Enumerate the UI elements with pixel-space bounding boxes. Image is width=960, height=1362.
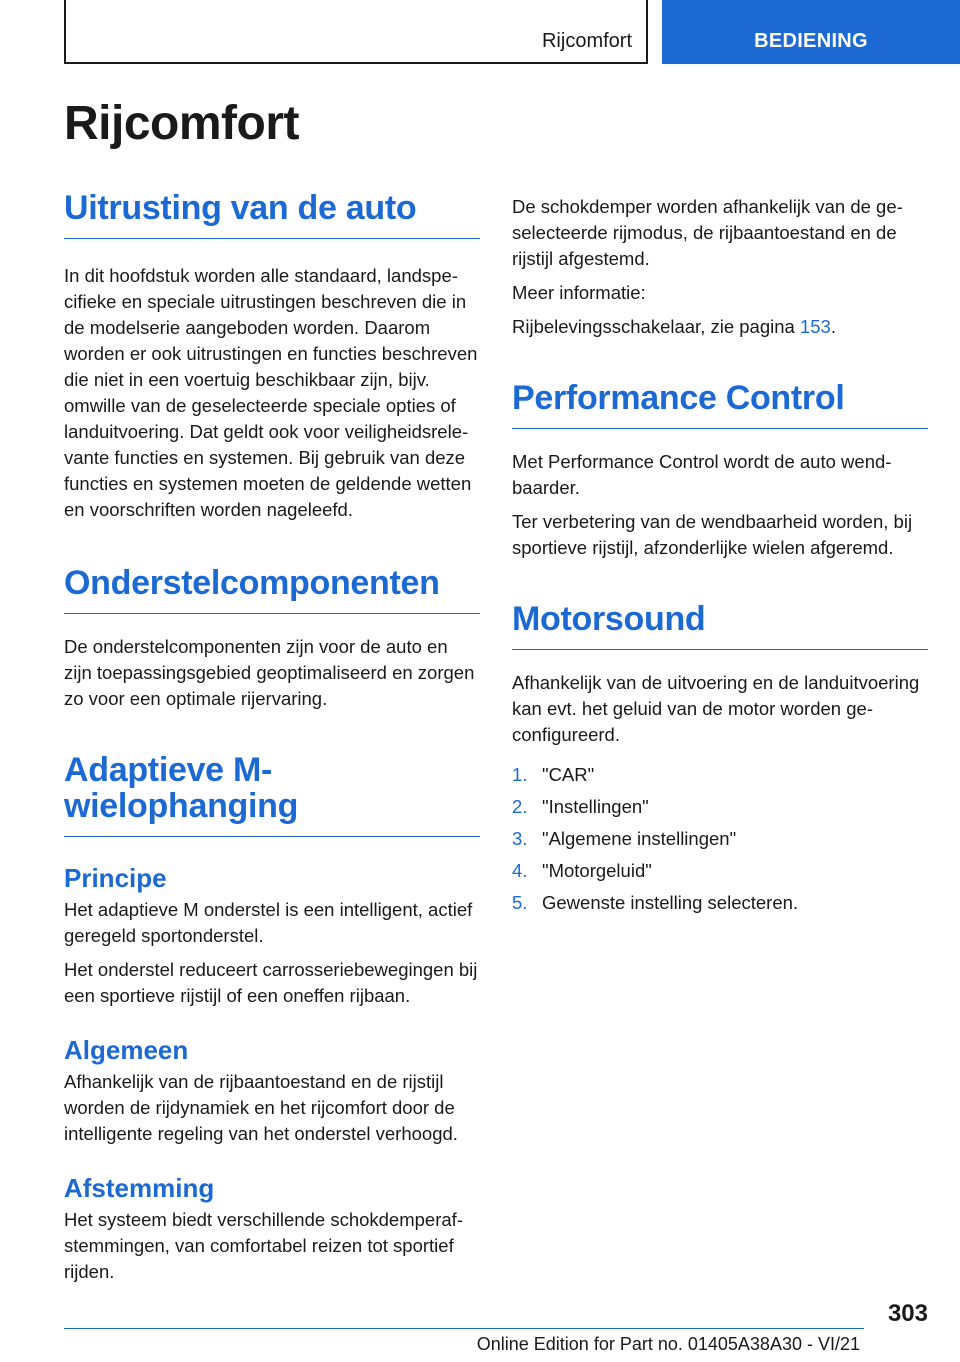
list-item bbox=[512, 890, 928, 916]
list-item bbox=[512, 794, 928, 820]
step-number: 5. bbox=[512, 892, 528, 913]
step-text: Gewenste instelling selecteren. bbox=[542, 892, 799, 913]
page-link-153[interactable]: 153 bbox=[799, 316, 831, 337]
step-text: "CAR" bbox=[542, 764, 595, 785]
right-column bbox=[512, 190, 928, 922]
steps-list bbox=[512, 762, 928, 916]
section-heading-adaptieve: Adaptieve M-wielophanging bbox=[64, 751, 299, 825]
paragraph-uitrusting: In dit hoofdstuk worden alle standaard, landspecifieke en speciale uitrustingen beschreven die in de modelserie aangeboden worden. Daarom worden er ook uitrustingen en functies beschreven die niet in een voertuig beschikbaar zijn, bijv. omwille van de geselecteerde speciale opties of landuitvoering. Dat geldt ook voor veiligheidsrelevante functies en systemen. Bij gebruik van deze functies en systemen moeten de geldende wetten en voorschriften worden nageleefd. bbox=[64, 265, 478, 520]
list-item bbox=[512, 858, 928, 884]
subheading-afstemming: Afstemming bbox=[64, 1173, 215, 1203]
step-number: 4. bbox=[512, 860, 528, 881]
step-text: "Motorgeluid" bbox=[542, 860, 652, 881]
reference-end: . bbox=[830, 316, 836, 337]
step-text: "Algemene instellingen" bbox=[542, 828, 737, 849]
header-chapter-tab[interactable]: BEDIENING bbox=[662, 0, 960, 64]
paragraph-performance-2: Ter verbetering van de wendbaarheid worden, bij sportieve rijstijl, afzonderlijke wielen afgeremd. bbox=[512, 511, 913, 558]
paragraph-motorsound: Afhankelijk van de uitvoering en de landuitvoering kan evt. het geluid van de motor worden geconfigureerd. bbox=[512, 672, 920, 745]
footer-edition: Online Edition for Part no. 01405A38A30 - VI/21 bbox=[476, 1334, 860, 1354]
paragraph-principe-1: Het adaptieve M onderstel is een intelligent, actief geregeld sportonderstel. bbox=[64, 899, 473, 946]
subheading-algemeen: Algemeen bbox=[64, 1035, 189, 1065]
header-section-title: Rijcomfort bbox=[541, 30, 632, 52]
header-frame bbox=[64, 0, 648, 64]
list-item bbox=[512, 762, 928, 788]
left-column bbox=[64, 190, 480, 1285]
reference-text: Rijbelevingsschakelaar, zie pagina bbox=[512, 316, 800, 337]
page-title: Rijcomfort bbox=[64, 97, 299, 150]
step-number: 3. bbox=[512, 828, 528, 849]
footer-rule bbox=[64, 1328, 864, 1329]
paragraph-afstemming: Het systeem biedt verschillende schokdemperafstemmingen, van comfortabel reizen tot sportief rijden. bbox=[64, 1209, 463, 1282]
paragraph-algemeen: Afhankelijk van de rijbaantoestand en de rijstijl worden de rijdynamiek en het rijcomfort door de intelligente regeling van het onderstel verhoogd. bbox=[64, 1071, 458, 1144]
paragraph-performance-1: Met Performance Control wordt de auto wendbaarder. bbox=[512, 451, 892, 498]
paragraph-reference bbox=[512, 314, 928, 340]
subheading-principe: Principe bbox=[64, 863, 167, 893]
step-number: 1. bbox=[512, 764, 528, 785]
section-heading-onderstelcomponenten: Onderstelcomponenten bbox=[64, 565, 480, 614]
paragraph-onderstelcomponenten: De onderstelcomponenten zijn voor de auto en zijn toepassingsgebied geoptimaliseerd en zorgen zo voor een optimale rijervaring. bbox=[64, 636, 475, 709]
section-heading-uitrusting: Uitrusting van de auto bbox=[64, 190, 480, 239]
paragraph-principe-2: Het onderstel reduceert carrosseriebewegingen bij een sportieve rijstijl of een oneffen rijbaan. bbox=[64, 959, 478, 1006]
section-heading-motorsound: Motorsound bbox=[512, 601, 928, 650]
step-text: "Instellingen" bbox=[542, 796, 649, 817]
section-heading-performance-control: Performance Control bbox=[512, 380, 928, 429]
list-item bbox=[512, 826, 928, 852]
section-rule bbox=[64, 836, 480, 837]
step-number: 2. bbox=[512, 796, 528, 817]
paragraph-meer-informatie: Meer informatie: bbox=[512, 282, 646, 303]
page-number: 303 bbox=[887, 1300, 928, 1327]
paragraph-schokdemper: De schokdemper worden afhankelijk van de geselecteerde rijmodus, de rijbaantoestand en de rijstijl afgestemd. bbox=[512, 196, 903, 269]
